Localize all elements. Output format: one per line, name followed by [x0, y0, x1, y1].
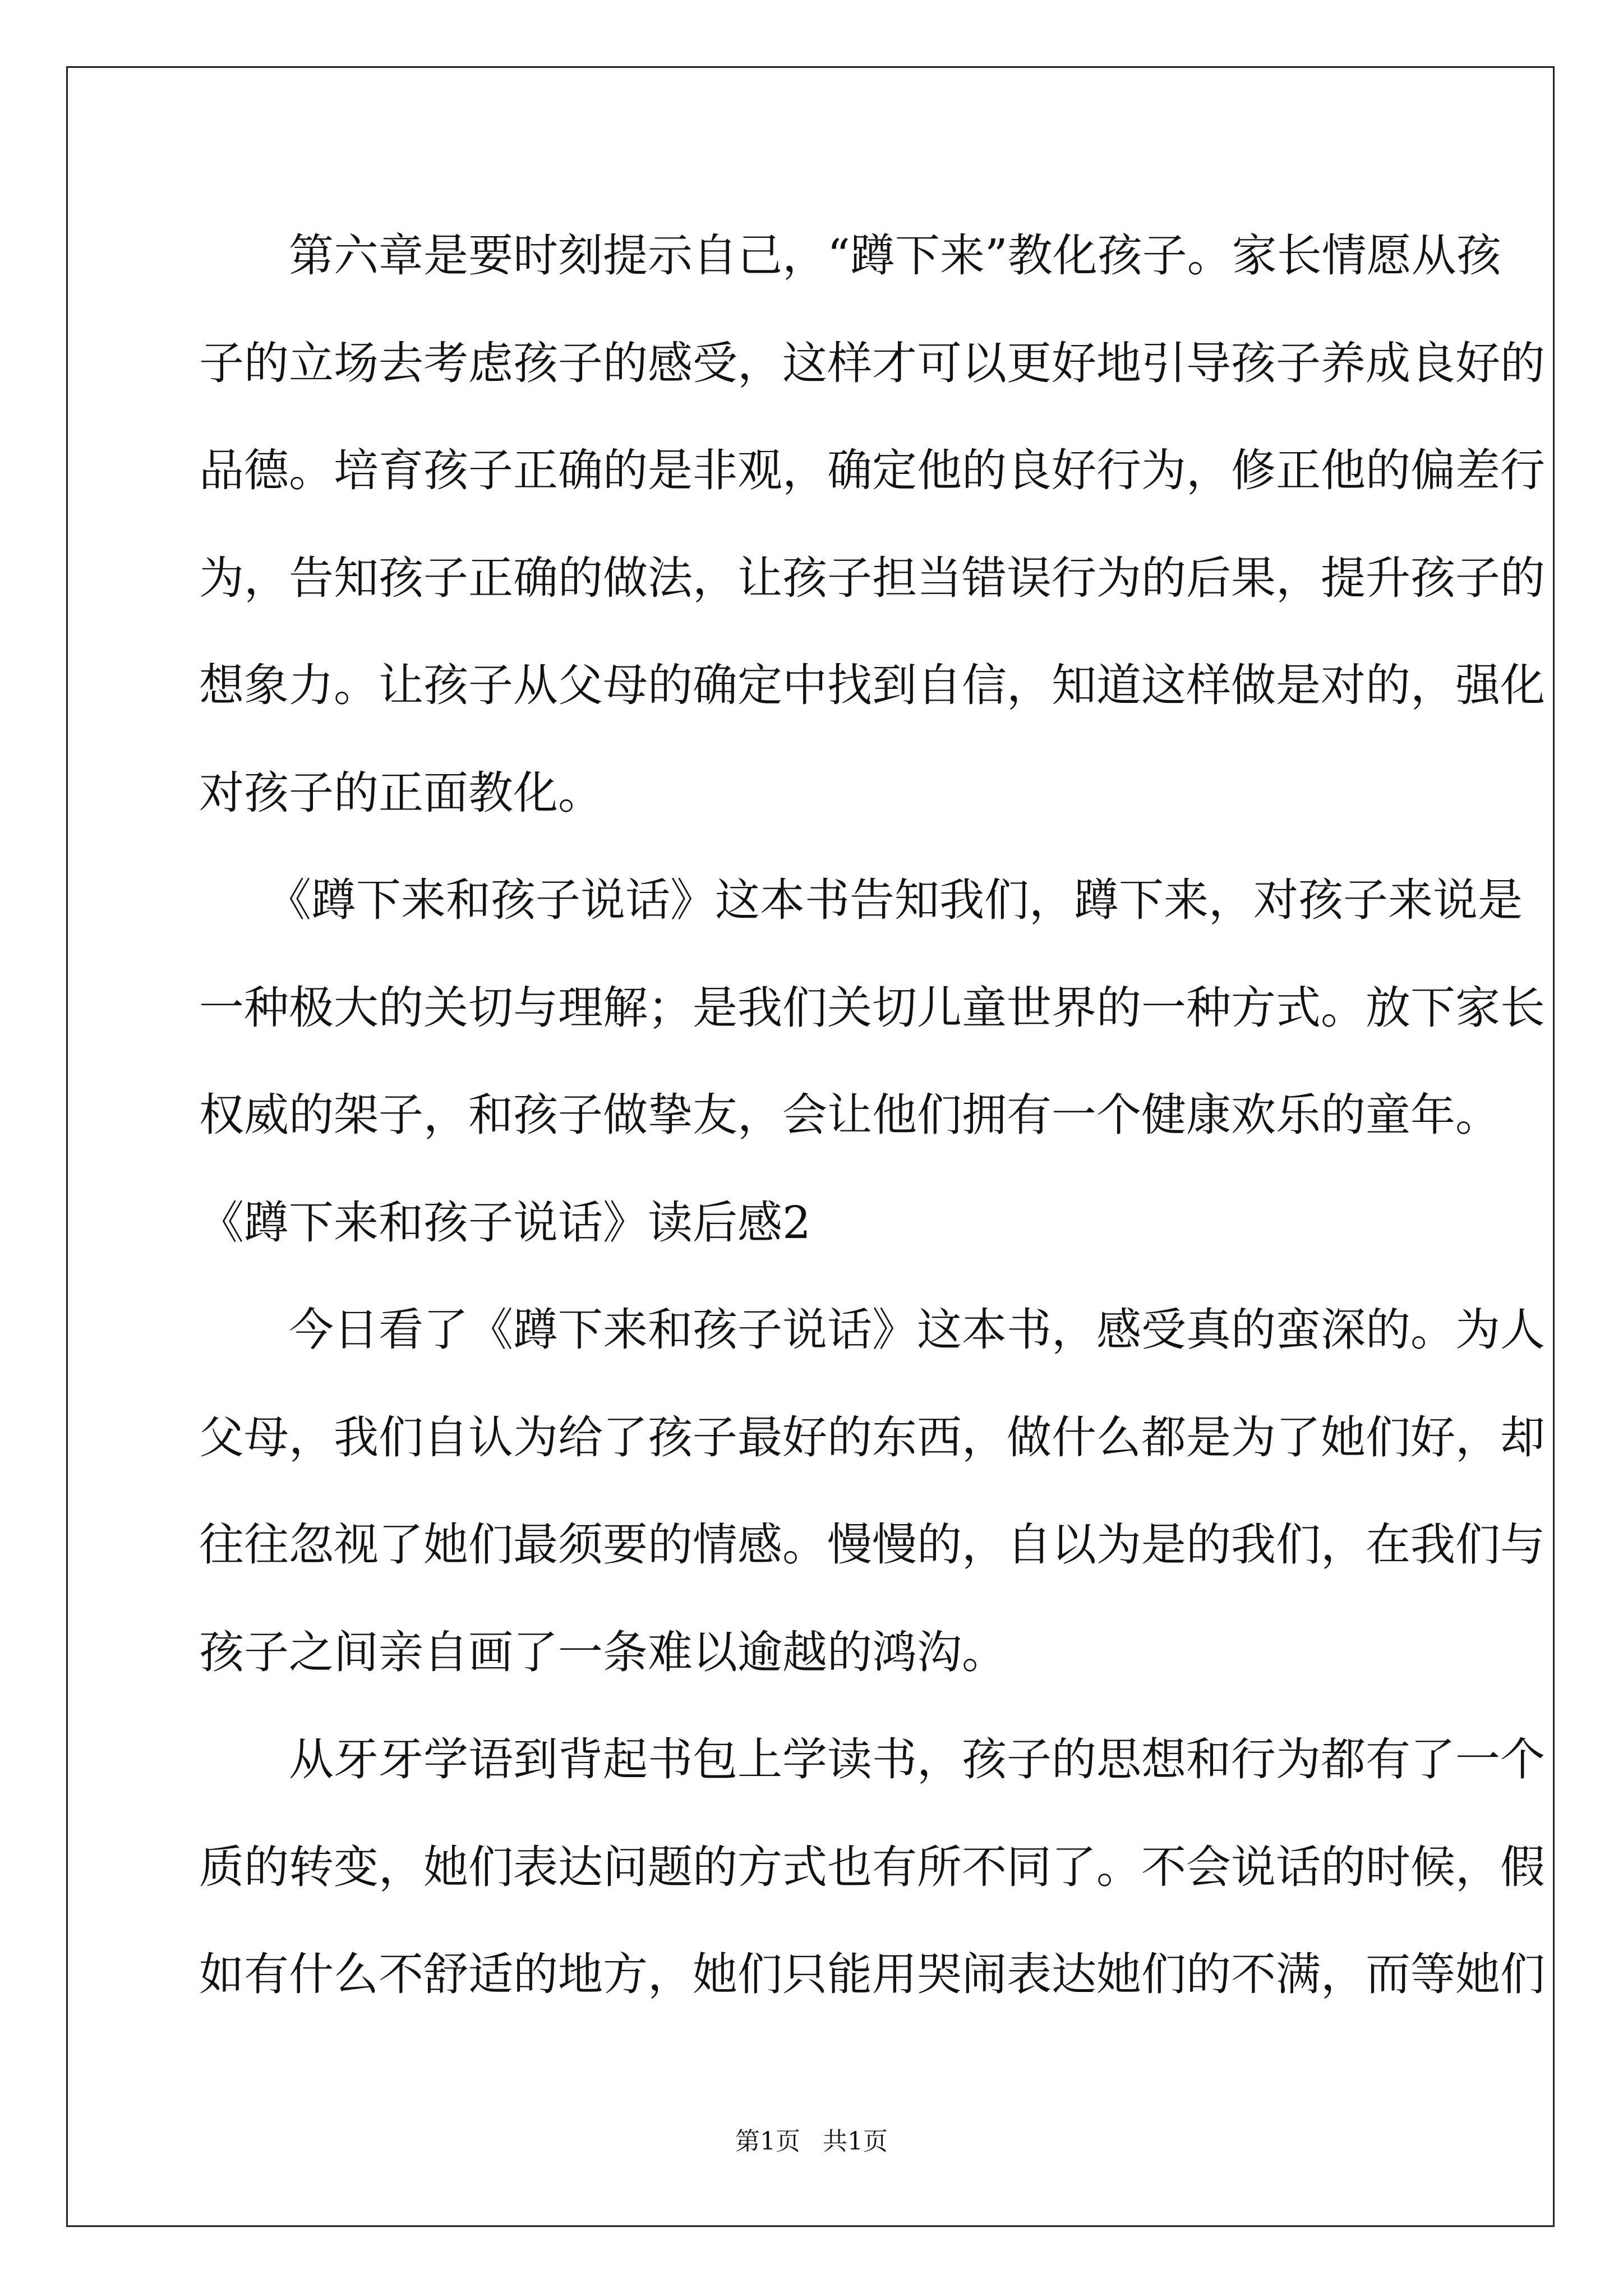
text-line: 一种极大的关切与理解；是我们关切儿童世界的一种方式。放下家长: [199, 981, 1545, 1034]
text-line: 从牙牙学语到背起书包上学读书，孩子的思想和行为都有了一个: [199, 1733, 1545, 1786]
text-line: 《蹲下来和孩子说话》这本书告知我们，蹲下来，对孩子来说是: [199, 874, 1523, 926]
section-heading: 《蹲下来和孩子说话》读后感2: [199, 1196, 811, 1249]
text-line: 品德。培育孩子正确的是非观，确定他的良好行为，修正他的偏差行: [199, 444, 1545, 496]
page-footer: [0, 2125, 1623, 2159]
text-line: 往往忽视了她们最须要的情感。慢慢的，自以为是的我们，在我们与: [199, 1519, 1545, 1571]
text-line: 想象力。让孩子从父母的确定中找到自信，知道这样做是对的，强化: [199, 659, 1545, 711]
text-line: 孩子之间亲自画了一条难以逾越的鸿沟。: [199, 1626, 1007, 1678]
text-line: 如有什么不舒适的地方，她们只能用哭闹表达她们的不满，而等她们: [199, 1948, 1545, 2000]
text-line: 权威的架子，和孩子做挚友，会让他们拥有一个健康欢乐的童年。: [199, 1089, 1500, 1141]
text-line: 第六章是要时刻提示自己，“蹲下来”教化孩子。家长情愿从孩: [199, 229, 1501, 282]
text-line: 子的立场去考虑孩子的感受，这样才可以更好地引导孩子养成良好的: [199, 337, 1545, 389]
text-line: 对孩子的正面教化。: [199, 766, 603, 819]
page-number: 第1页: [735, 2127, 800, 2156]
document-body: [199, 202, 1545, 2028]
page-total: 共1页: [823, 2127, 888, 2156]
text-line: 质的转变，她们表达问题的方式也有所不同了。不会说话的时候，假: [199, 1841, 1545, 1893]
text-line: 父母，我们自认为给了孩子最好的东西，做什么都是为了她们好，却: [199, 1411, 1545, 1464]
text-line: 今日看了《蹲下来和孩子说话》这本书，感受真的蛮深的。为人: [199, 1304, 1545, 1356]
text-line: 为，告知孩子正确的做法，让孩子担当错误行为的后果，提升孩子的: [199, 551, 1545, 604]
